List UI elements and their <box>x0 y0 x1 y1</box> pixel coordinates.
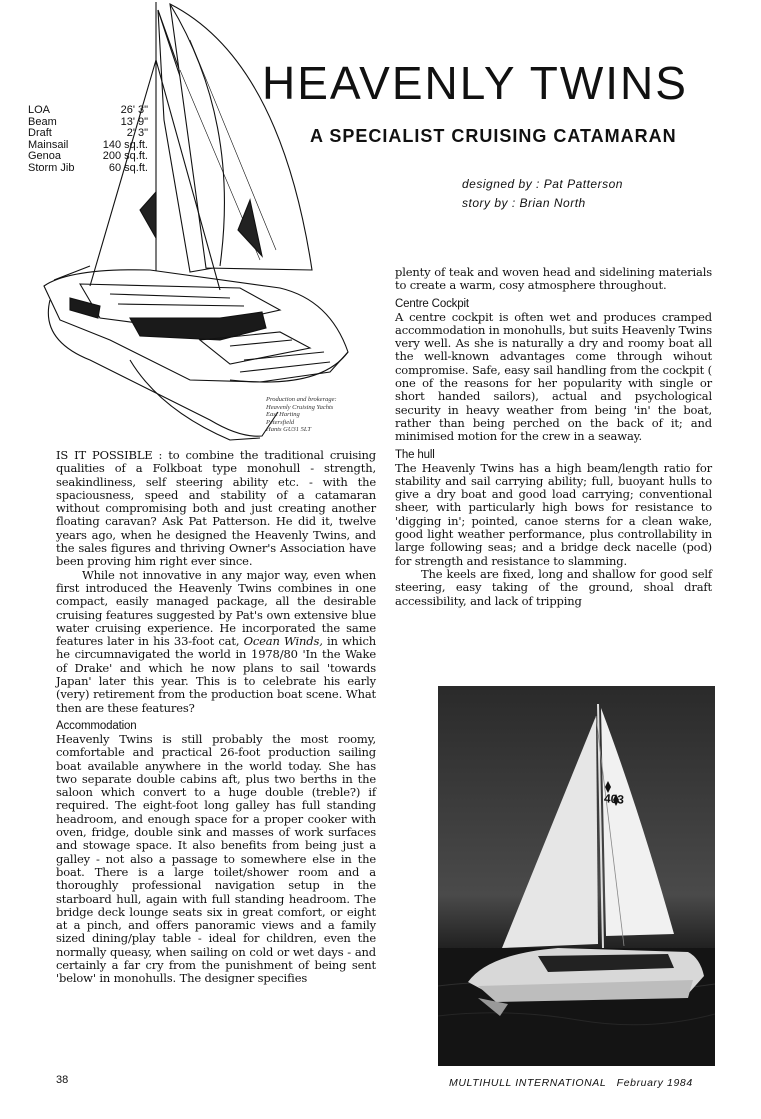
broker-line: Hants GU31 5LT <box>266 426 312 433</box>
boat-name: Ocean Winds, <box>243 634 323 649</box>
specs-table <box>28 105 148 174</box>
broker-heading: Production and brokerage: <box>266 396 337 403</box>
spec-label: LOA <box>28 104 51 116</box>
spec-label: Beam <box>28 115 57 128</box>
designer-credit: designed by : Pat Patterson <box>462 177 623 191</box>
spec-label: Draft <box>28 127 52 139</box>
broker-line: Petersfield <box>266 418 295 426</box>
broker-credit <box>266 396 337 434</box>
author-credit: story by : Brian North <box>462 196 586 210</box>
sail-number: 403 <box>603 791 625 807</box>
spec-value: 60 sq.ft. <box>108 161 148 174</box>
intro-paragraph: IS IT POSSIBLE : to combine the traditional cruising qualities of a Folkboat type monohull - strength, seakindliness, self steering ability etc. - with the spaciousness, speed and stability of a catamaran without compromising both and just creating another floating caravan? Ask Pat Patterson. He did it, twelve years ago, when he designed the Heavenly Twins, and the sales figures and thriving Owner's Association have been proving him right ever since. <box>56 448 376 569</box>
accommodation-heading: Accommodation <box>56 719 137 732</box>
boat-photo <box>438 686 715 1066</box>
keels-paragraph: The keels are fixed, long and shallow for good self steering, easy taking of the ground, shoal draft accessibility, and lack of tripping <box>395 566 712 608</box>
spec-label: Storm Jib <box>28 161 75 174</box>
article-title: HEAVENLY TWINS <box>262 57 688 109</box>
magazine-footer: MULTIHULL INTERNATIONAL February 1984 <box>449 1077 693 1089</box>
spec-value: 2' 3" <box>126 127 148 139</box>
photo-image <box>438 686 715 1066</box>
page-number: 38 <box>56 1074 69 1086</box>
broker-line: East Harting <box>266 411 300 418</box>
spec-row <box>28 163 148 175</box>
article-subtitle: A SPECIALIST CRUISING CATAMARAN <box>310 126 677 146</box>
spec-value: 200 sq.ft. <box>102 150 148 162</box>
hull-paragraph: The Heavenly Twins has a high beam/length ratio for stability and sail carrying ability; full, buoyant hulls to give a dry boat and good load carrying; conventional sheer, with particularly high bows for resistance to 'digging in'; pointed, canoe sterns for a clean wake, good light weather performance, plus controllability in large following seas; and a bridge deck nacelle (pod) for strength and resistance to slamming. <box>395 460 712 568</box>
spec-value: 140 sq.ft. <box>102 138 148 151</box>
spec-row <box>28 151 148 163</box>
accommodation-paragraph: Heavenly Twins is still probably the most roomy, comfortable and practical 26-foot production sailing boat available anywhere in the world today. She has two separate double cabins aft, plus two berths in the saloon which convert to a huge double (treble?) if required. The eight-foot long galley has full standing headroom, and enough space for a proper cooker with oven, fridge, double sink and masses of work surfaces and stowage space. It also benefits from being just a galley - not also a passage to somewhere else in the boat. There is a large toilet/shower room and a thoroughly professional navigation setup in the starboard hull, again with full standing headroom. The bridge deck lounge seats six in great comfort, or eight at a pinch, and offers panoramic views and a family sized dining/play table - ideal for children, even the normally queasy, when sailing on cold or wet days - and certainly a far cry from the punishment of being sent 'below' in monohulls. The designer specifies <box>56 731 376 986</box>
cockpit-heading: Centre Cockpit <box>395 297 469 310</box>
features-paragraph <box>56 569 376 715</box>
cockpit-paragraph: A centre cockpit is often wet and produces cramped accommodation in monohulls, but suits Heavenly Twins very well. As she is naturally a dry and roomy boat all the well-known advantages come through wihout compromise. Safe, easy sail handling from the cockpit ( one of the reasons for her popularity with single or short handed sailors), actual and psychological security in heavy weather from being 'in' the boat, rather than being perched on the back of it; and minimised motion for the crew in a seaway. <box>395 309 712 444</box>
spec-row <box>28 105 148 117</box>
features-text: While not innovative in any major way, even when first introduced the Heavenly Twins combines in one compact, easily managed package, all the desirable cruising features suggested by Pat's own extensive blue water cruising experience. He incorporated the same features later in his 33-foot cat, <box>56 567 376 649</box>
left-text-column <box>56 449 376 986</box>
spec-value: 13' 9" <box>120 115 148 128</box>
spec-label: Genoa <box>28 150 62 162</box>
broker-line: Heavenly Cruising Yachts <box>266 403 334 411</box>
right-text-column <box>395 266 712 608</box>
hull-heading: The hull <box>395 448 435 461</box>
materials-paragraph: plenty of teak and woven head and sidelining materials to create a warm, cosy atmosphere throughout. <box>395 265 712 293</box>
spec-label: Mainsail <box>28 138 69 151</box>
features-text-cont: in which he circumnavigated the world in 1978/80 'In the Wake of Drake' and which he now plans to sail 'towards Japan' later this year. This is to celebrate his early (very) retirement from the production boat scene. What then are these features? <box>56 634 376 715</box>
spec-value: 26' 3" <box>120 104 148 116</box>
spec-row <box>28 128 148 140</box>
